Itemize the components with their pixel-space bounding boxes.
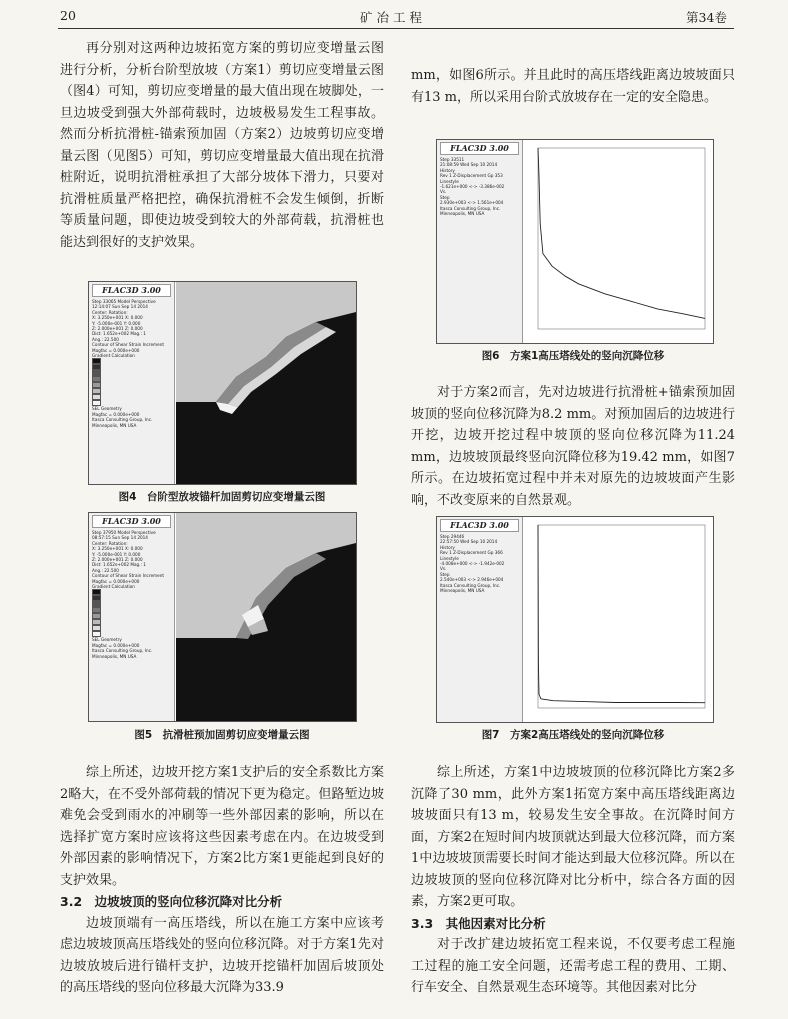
figure-5	[88, 512, 357, 722]
panel-line: Magfac = 0.000e+000	[92, 642, 140, 648]
panel-line: Gradient Calculation	[92, 353, 135, 359]
flac-logo: FLAC3D 3.00	[440, 519, 519, 532]
panel-line: Z: 2.000e+001 Z: 0.000	[92, 326, 143, 332]
figure-5-contour	[176, 513, 356, 721]
panel-line: Rev 1 Z-Displacement Gp 366	[440, 550, 503, 556]
panel-text	[92, 530, 171, 659]
paragraph: 边坡顶端有一高压塔线，所以在施工方案中应该考虑边坡坡顶高压塔线处的竖向位移沉降。对于方案1先对边坡放坡后进行锚杆支护，边坡开挖锚杆加固后坡顶处的高压塔线的竖向位移最大沉降为33.9	[60, 915, 384, 995]
paragraph: 综上所述，方案1中边坡坡顶的位移沉降比方案2多沉降了30 mm，此外方案1拓宽方案中高压塔线距离边坡坡面只有13 m，较易发生安全事故。在沉降时间方面，方案2在短时间内坡顶就达到最大位移沉降，而方案1中边坡坡顶需要长时间才能达到最大位移沉降。所以在边坡坡顶的竖向位移沉降对比分析中，综合各方面的因素，方案2更可取。	[411, 765, 735, 909]
panel-line: Minneapolis, MN USA	[440, 588, 485, 594]
series-line	[538, 525, 705, 703]
panel-line: 08:57:15 Sun Sep 14 2014	[92, 535, 148, 541]
panel-text	[440, 157, 519, 216]
panel-line: 21:08:59 Wed Sep 10 2014	[440, 162, 498, 168]
paragraph: 对于方案2而言，先对边坡进行抗滑桩+锚索预加固坡顶的竖向位移沉降为8.2 mm。对预加固后的边坡进行开挖，边坡开挖过程中坡顶的竖向位移沉降为11.24 mm，边坡坡顶最终竖向沉降位移为19.42 mm，如图7所示。在边坡拓宽过程中并未对原先的边坡坡面产生影响，不改变原来的自然景观。	[411, 385, 735, 508]
figure-5-panel	[89, 513, 175, 721]
paragraph: mm，如图6所示。并且此时的高压塔线距离边坡坡面只有13 m，所以采用台阶式放坡存在一定的安全隐患。	[411, 68, 735, 105]
panel-line: 22:57:50 Wed Sep 10 2014	[440, 539, 498, 545]
panel-line: Minneapolis, MN USA	[440, 211, 485, 217]
plot-frame	[538, 148, 705, 329]
section-heading: 3.3 其他因素对比分析	[411, 915, 546, 931]
volume: 第34卷	[686, 10, 727, 25]
panel-line: Step 29446	[440, 534, 465, 539]
header-rule	[58, 28, 734, 29]
panel-line: SEL Geometry	[92, 406, 122, 412]
figure-7	[436, 516, 714, 723]
right-column-top	[411, 65, 735, 108]
panel-line: Gradient Calculation	[92, 584, 135, 590]
panel-line: X: 3.250e+001 X: 0.000	[92, 546, 143, 552]
panel-line: Step	[440, 194, 450, 200]
panel-line: Dist: 1.652e+002 Mag.: 1	[92, 331, 146, 337]
panel-line: Y: -5.000e-001 Y: 0.000	[92, 320, 141, 326]
figure-4-panel	[89, 282, 175, 484]
figure-5-caption: 图5 抗滑桩预加固剪切应变增量云图	[134, 729, 310, 741]
flac-logo: FLAC3D 3.00	[92, 515, 171, 528]
figure-7-caption: 图7 方案2高压塔线处的竖向沉降位移	[481, 729, 665, 741]
paragraph: 再分别对这两种边坡拓宽方案的剪切应变增量云图进行分析，分析台阶型放坡（方案1）剪切应变增量云图（图4）可知，剪切应变增量的最大值出现在坡脚处，一旦边坡受到强大外部荷载时，边坡极易发生工程事故。然而分析抗滑桩-锚索预加固（方案2）边坡剪切应变增量云图（见图5）可知，剪切应变增量最大值出现在抗滑桩附近，说明抗滑桩承担了大部分坡体下滑力，只要对抗滑桩质量严格把控，确保抗滑桩不会发生倾倒，折断等质量问题，即使边坡受到较大的外部荷载，抗滑桩也能达到很好的支护效果。	[60, 41, 384, 250]
panel-line: Linestyle	[440, 178, 459, 184]
panel-line: -4.008e+000 <-> -1.942e-002	[440, 561, 505, 567]
panel-line: Rev 1 Z-Displacement Gp 353	[440, 173, 503, 179]
panel-line: Z: 2.000e+001 Z: 0.000	[92, 557, 143, 563]
panel-line: Contour of Shear Strain Increment	[92, 573, 165, 579]
panel-line: 2.540e+003 <-> 2.946e+004	[440, 577, 504, 583]
panel-line: Center: Rotation:	[92, 540, 128, 546]
page-number: 20	[60, 8, 76, 23]
panel-line: 12:14:07 Sun Sep 14 2014	[92, 304, 148, 310]
panel-line: Minneapolis, MN USA	[92, 422, 137, 428]
figure-6-chart	[524, 140, 713, 343]
figure-6	[436, 139, 714, 344]
figure-6-caption: 图6 方案1高压塔线处的竖向沉降位移	[481, 350, 665, 362]
figure-4-caption: 图4 台阶型放坡锚杆加固剪切应变增量云图	[118, 491, 326, 503]
panel-line: Magfac = 0.000e+000	[92, 347, 140, 353]
panel-line: Step 37950 Model Perspective	[92, 530, 156, 535]
panel-text	[92, 299, 171, 428]
left-column-top	[60, 38, 384, 253]
right-column-middle	[411, 382, 735, 511]
figure-7-panel	[437, 517, 523, 722]
panel-line: History	[440, 167, 455, 173]
panel-line: Vs.	[440, 566, 447, 572]
series-line	[538, 148, 705, 318]
panel-line: Itasca Consulting Group, Inc.	[92, 648, 153, 654]
panel-line: Magfac = 0.000e+000	[92, 411, 140, 417]
panel-line: Linestyle	[440, 555, 459, 561]
paragraph: 对于改扩建边坡拓宽工程来说，不仅要考虑工程施工过程的施工安全问题，还需考虑工程的费用、工期、行车安全、自然景观生态环境等。其他因素对比分	[411, 937, 735, 995]
panel-line: Itasca Consulting Group, Inc.	[440, 205, 501, 211]
figure-4	[88, 281, 357, 485]
panel-line: Minneapolis, MN USA	[92, 653, 137, 659]
section-heading: 3.2 边坡坡顶的竖向位移沉降对比分析	[60, 894, 283, 909]
panel-line: Step	[440, 571, 450, 577]
panel-line: Itasca Consulting Group, Inc.	[440, 582, 501, 588]
paragraph: 综上所述，边坡开挖方案1支护后的安全系数比方案2略大，在不受外部荷载的情况下更为稳定。但路堑边坡难免会受到雨水的冲刷等一些外部因素的影响，所以在选择扩宽方案时应该将这些因素考虑在内。在边坡受到外部因素的影响情况下，方案2比方案1更能起到良好的支护效果。	[60, 765, 384, 888]
flac-logo: FLAC3D 3.00	[92, 284, 171, 297]
panel-line: 2.930e+003 <-> 1.561e+004	[440, 200, 504, 206]
panel-line: Step 33065 Model Perspective	[92, 299, 156, 304]
panel-line: Step 33511	[440, 157, 465, 162]
panel-line: Contour of Shear Strain Increment	[92, 342, 165, 348]
panel-line: Vs.	[440, 189, 447, 195]
flac-logo: FLAC3D 3.00	[440, 142, 519, 155]
right-column-bottom	[411, 762, 735, 999]
panel-line: -1.621e+000 <-> -3.386e-002	[440, 184, 505, 190]
left-column-bottom	[60, 762, 384, 999]
figure-7-chart	[524, 517, 713, 722]
panel-line: Magfac = 0.000e+000	[92, 578, 140, 584]
panel-line: History	[440, 544, 455, 550]
panel-line: X: 3.250e+001 X: 0.000	[92, 315, 143, 321]
panel-line: Ang.: 22.500	[92, 336, 119, 342]
panel-line: Dist: 1.652e+002 Mag.: 1	[92, 562, 146, 568]
journal-name: 矿 冶 工 程	[360, 10, 422, 25]
plot-frame	[538, 525, 705, 708]
panel-line: Itasca Consulting Group, Inc.	[92, 417, 153, 423]
panel-line: SEL Geometry	[92, 637, 122, 643]
figure-4-contour	[176, 282, 356, 484]
panel-line: Ang.: 22.500	[92, 567, 119, 573]
panel-text	[440, 534, 519, 593]
panel-line: Y: -5.000e-001 Y: 0.000	[92, 551, 141, 557]
figure-6-panel	[437, 140, 523, 343]
panel-line: Center: Rotation:	[92, 309, 128, 315]
